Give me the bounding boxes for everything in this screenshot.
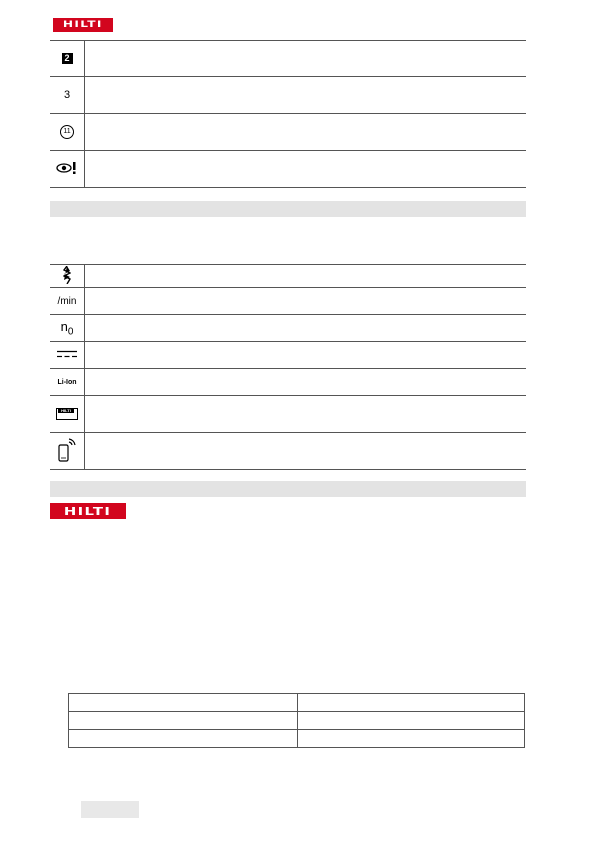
table-cell-description (85, 41, 526, 76)
hilti-logo (50, 503, 126, 519)
table-row (69, 694, 525, 712)
table-cell-description (85, 77, 526, 113)
table-cell-description (85, 288, 526, 314)
table-row (50, 369, 526, 396)
page-footer-box (81, 801, 139, 818)
step-number-3: 3 (63, 89, 71, 101)
hilti-logo-text: HILTI (63, 20, 103, 30)
table-row (69, 730, 525, 748)
bottom-table (68, 693, 525, 748)
table-cell-symbol (50, 77, 85, 113)
table-row (50, 77, 526, 114)
table-cell-symbol (50, 315, 85, 341)
table-cell-symbol (50, 433, 85, 469)
li-ion-label: Li-Ion (57, 378, 77, 386)
table-cell-description (85, 114, 526, 150)
table-cell (298, 694, 525, 712)
hilti-battery-icon (56, 408, 78, 420)
section-header-bar (50, 201, 526, 217)
table-cell (69, 730, 298, 748)
section-header-bar (50, 481, 526, 497)
no-load-speed-subscript: 0 (67, 326, 74, 338)
table-cell-description (85, 433, 526, 469)
table-cell-symbol (50, 41, 85, 76)
table-cell-description (85, 265, 526, 287)
symbols-table-2 (50, 264, 526, 470)
table-row (50, 433, 526, 470)
table-cell-symbol (50, 151, 85, 187)
table-cell-symbol (50, 265, 85, 287)
table-cell-symbol (50, 396, 85, 432)
table-cell-symbol (50, 369, 85, 395)
table-cell (69, 694, 298, 712)
table-cell-symbol (50, 288, 85, 314)
table-cell (69, 712, 298, 730)
table-row (50, 114, 526, 151)
table-row (50, 288, 526, 315)
direct-current-icon (57, 349, 77, 361)
table-cell-description (85, 342, 526, 368)
table-row (50, 41, 526, 77)
circled-number-11-icon: 11 (60, 125, 74, 139)
table-row (50, 396, 526, 433)
observe-warning-icon (56, 161, 78, 178)
hilti-logo-text: HILTI (64, 504, 112, 518)
hilti-logo (53, 18, 113, 32)
table-cell-description (85, 369, 526, 395)
table-cell-symbol (50, 114, 85, 150)
table-row (50, 342, 526, 369)
per-minute-label: /min (57, 295, 77, 307)
smartphone-signal-icon (57, 437, 77, 466)
table-cell-description (85, 396, 526, 432)
table-cell (298, 712, 525, 730)
hilti-battery-label: HILTI (58, 409, 74, 413)
drill-bit-icon (63, 266, 71, 287)
table-row (50, 151, 526, 188)
table-cell-description (85, 315, 526, 341)
table-cell-symbol (50, 342, 85, 368)
symbols-table-1 (50, 40, 526, 188)
no-load-speed-symbol: n (60, 318, 68, 334)
table-row (50, 265, 526, 288)
table-cell-description (85, 151, 526, 187)
table-cell (298, 730, 525, 748)
no-load-speed-label (61, 319, 74, 338)
table-row (69, 712, 525, 730)
figure-number-2-icon: 2 (62, 53, 73, 64)
table-row (50, 315, 526, 342)
